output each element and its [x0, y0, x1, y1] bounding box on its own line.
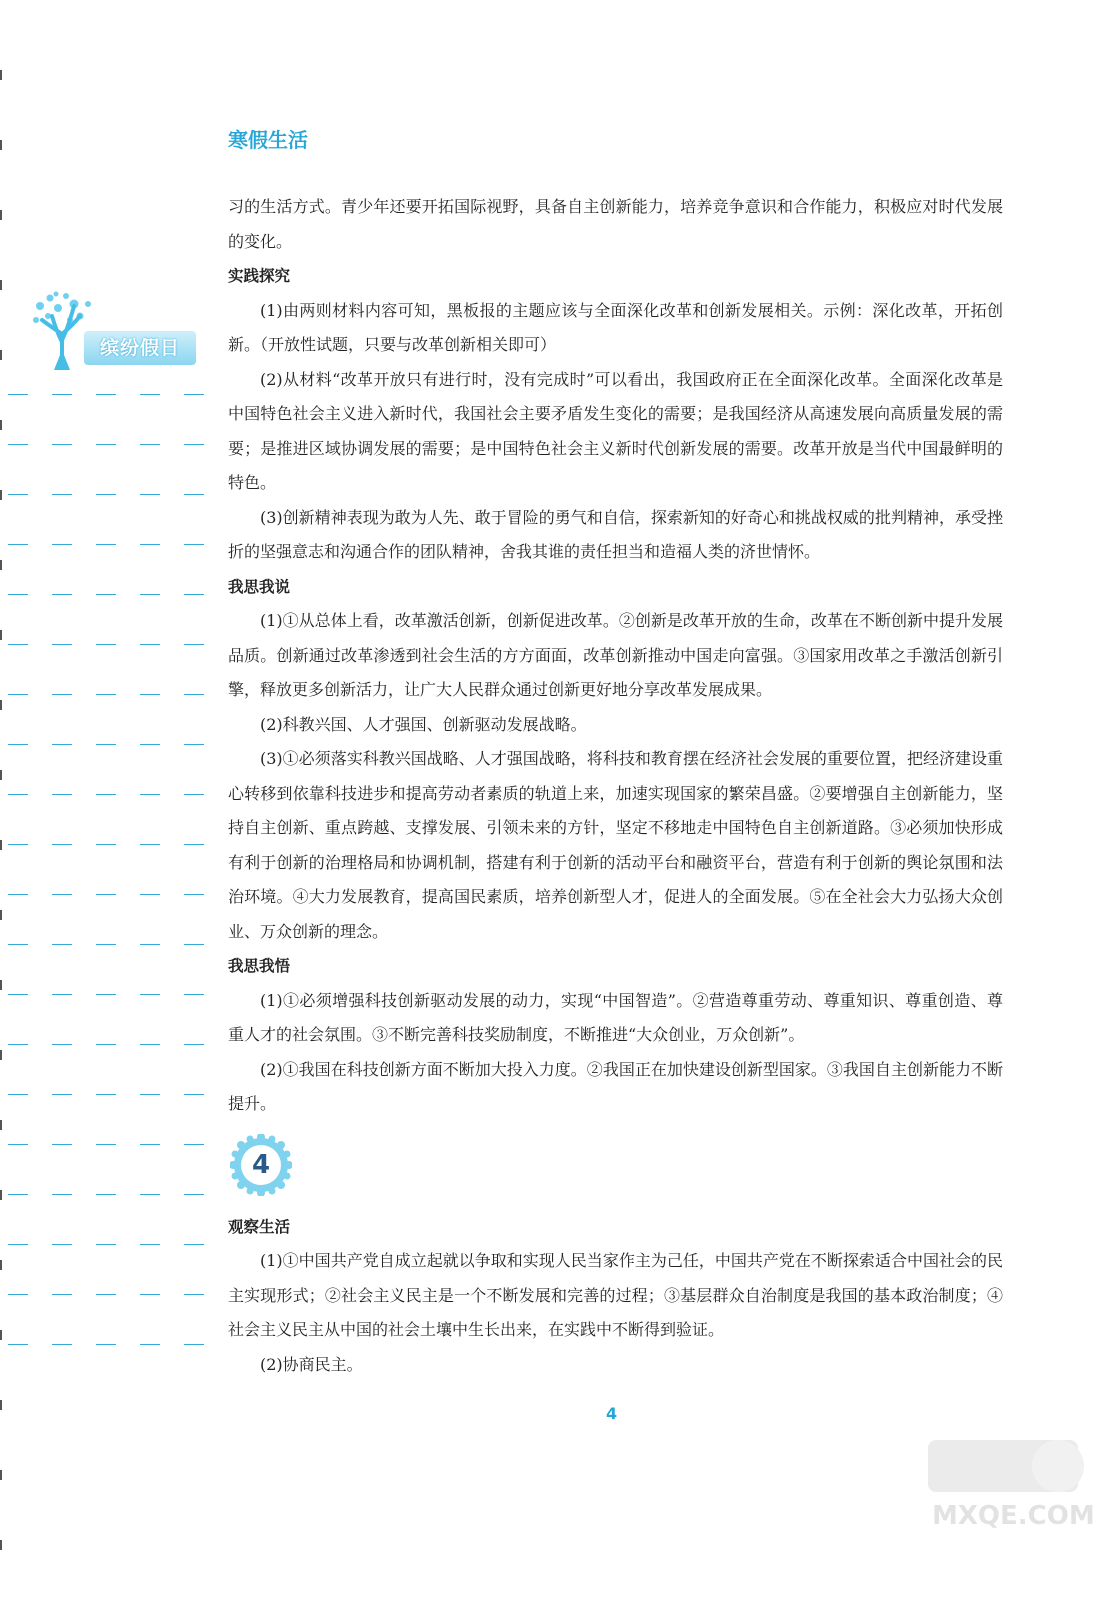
paragraph: (3)创新精神表现为敢为人先、敢于冒险的勇气和自信，探索新知的好奇心和挑战权威的批判精神，承受挫折的坚强意志和沟通合作的团队精神，舍我其谁的责任担当和造福人类的济世情怀。 [228, 507, 1003, 561]
watermark-text: MXQE.COM [932, 1501, 1095, 1531]
note-lines [8, 392, 208, 1392]
intro-paragraph: 习的生活方式。青少年还要开拓国际视野，具备自主创新能力，培养竞争意识和合作能力，积极应对时代发展的变化。 [228, 197, 1003, 251]
page-header-title: 寒假生活 [228, 128, 308, 152]
paragraph: (1)①从总体上看，改革激活创新，创新促进改革。②创新是改革开放的生命，改革在不断创新中提升发展品质。创新通过改革渗透到社会生活的方方面面，改革创新推动中国走向富强。③国家用改革之手激活创新引擎，释放更多创新活力，让广大人民群众通过创新更好地分享改革发展成果。 [228, 611, 1003, 699]
paragraph: (1)①必须增强科技创新驱动发展的动力，实现“中国智造”。②营造尊重劳动、尊重知识、尊重创造、尊重人才的社会氛围。③不断完善科技奖励制度，不断推进“大众创业，万众创新”。 [228, 990, 1003, 1044]
paragraph: (3)①必须落实科教兴国战略、人才强国战略，将科技和教育摆在经济社会发展的重要位置，把经济建设重心转移到依靠科技进步和提高劳动者素质的轨道上来，加速实现国家的繁荣昌盛。②要增强自主创新能力，坚持自主创新、重点跨越、支撑发展、引领未来的方针，坚定不移地走中国特色自主创新道路。③必须加快形成有利于创新的治理格局和协调机制，搭建有利于创新的活动平台和融资平台，营造有利于创新的舆论氛围和法治环境。④大力发展教育，提高国民素质，培养创新型人才，促进人的全面发展。⑤在全社会大力弘扬大众创业、万众创新的理念。 [228, 749, 1003, 941]
section-heading: 我思我说 [228, 577, 291, 596]
paragraph: (2)从材料“改革开放只有进行时，没有完成时”可以看出，我国政府正在全面深化改革。全面深化改革是中国特色社会主义进入新时代，我国社会主要矛盾发生变化的需要；是我国经济从高速发展向高质量发展的需要；是推进区域协调发展的需要；是中国特色社会主义新时代创新发展的需要。改革开放是当代中国最鲜明的特色。 [228, 369, 1003, 492]
section-heading: 实践探究 [228, 267, 291, 285]
page-number: 4 [606, 1404, 618, 1423]
paragraph: (2)①我国在科技创新方面不断加大投入力度。②我国正在加快建设创新型国家。③我国自主创新能力不断提升。 [228, 1059, 1003, 1113]
lesson-badge [228, 1134, 1003, 1206]
paragraph: (1)由两则材料内容可知，黑板报的主题应该与全面深化改革和创新发展相关。示例：深化改革，开拓创新。（开放性试题，只要与改革创新相关即可） [228, 300, 1003, 354]
binding-marks [0, 70, 6, 1610]
watermark-logo-icon [908, 1432, 1098, 1532]
paragraph: (2)协商民主。 [260, 1354, 363, 1374]
section-heading: 观察生活 [228, 1217, 291, 1236]
lesson-number: 4 [251, 1149, 271, 1180]
section-heading: 我思我悟 [228, 957, 291, 975]
left-margin [0, 0, 210, 1536]
paragraph: (2)科教兴国、人才强国、创新驱动发展战略。 [260, 714, 587, 734]
answer-content [228, 190, 1003, 1382]
logo-label: 缤纷假日 [84, 331, 196, 365]
paragraph: (1)①中国共产党自成立起就以争取和实现人民当家作主为己任，中国共产党在不断探索适合中国社会的民主实现形式；②社会主义民主是一个不断发展和完善的过程；③基层群众自治制度是我国的基本政治制度；④社会主义民主从中国的社会土壤中生长出来，在实践中不断得到验证。 [228, 1251, 1003, 1339]
